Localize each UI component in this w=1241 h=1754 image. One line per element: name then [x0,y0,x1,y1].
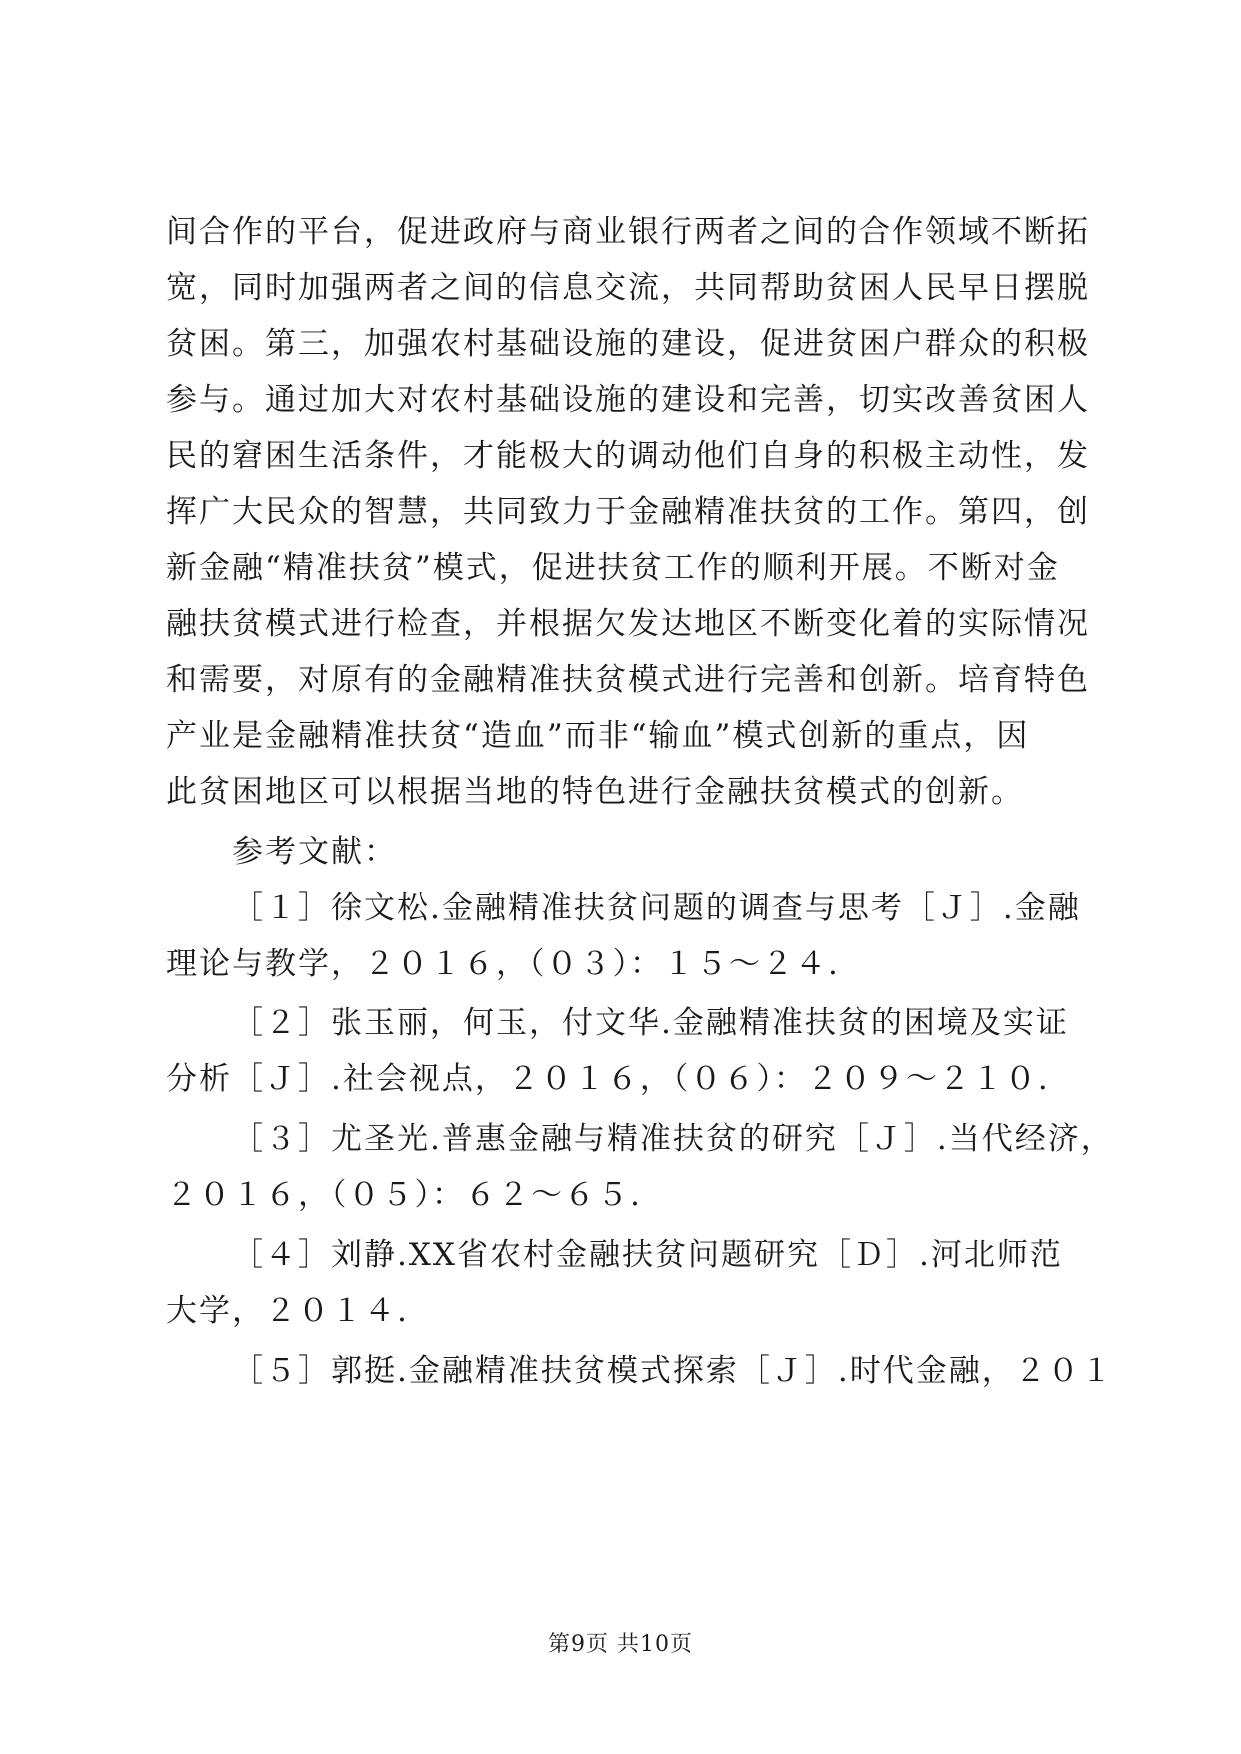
reference-2-line-2: 分析［Ｊ］.社会视点，２０１６，（０６）：２０９～２１０. [166,1061,1050,1097]
body-line: 产业是金融精准扶贫“造血”而非“输血”模式创新的重点，因 [166,718,1030,754]
reference-1-line-2: 理论与教学，２０１６，（０３）：１５～２４. [166,946,840,982]
body-line: 新金融“精准扶贫”模式，促进扶贫工作的顺利开展。不断对金 [166,550,1060,586]
page-footer: 第9页 共10页 [548,1632,693,1657]
body-line: 民的窘困生活条件，才能极大的调动他们自身的积极主动性，发 [166,438,1090,474]
body-line: 参与。通过加大对农村基础设施的建设和完善，切实改善贫困人 [166,382,1090,418]
reference-3-line-1: ［３］尤圣光.普惠金融与精准扶贫的研究［Ｊ］.当代经济， [232,1121,1114,1157]
body-line: 间合作的平台，促进政府与商业银行两者之间的合作领域不断拓 [166,214,1090,250]
body-line: 贫困。第三，加强农村基础设施的建设，促进贫困户群众的积极 [166,326,1090,362]
references-heading: 参考文献： [232,834,397,870]
body-line: 挥广大民众的智慧，共同致力于金融精准扶贫的工作。第四，创 [166,494,1090,530]
reference-4-line-2: 大学，２０１４. [166,1293,409,1329]
body-line: 宽，同时加强两者之间的信息交流，共同帮助贫困人民早日摆脱 [166,270,1090,306]
reference-2-line-1: ［２］张玉丽，何玉，付文华.金融精准扶贫的困境及实证 [232,1005,1069,1041]
body-line: 和需要，对原有的金融精准扶贫模式进行完善和创新。培育特色 [166,662,1090,698]
reference-3-line-2: ２０１６，（０５）：６２～６５. [166,1177,642,1213]
body-line: 此贫困地区可以根据当地的特色进行金融扶贫模式的创新。 [166,774,1024,810]
reference-5-line-1: ［５］郭挺.金融精准扶贫模式探索［Ｊ］.时代金融，２０１ [232,1353,1114,1389]
reference-4-line-1: ［４］刘静.XX省农村金融扶贫问题研究［Ｄ］.河北师范 [232,1237,1063,1273]
body-line: 融扶贫模式进行检查，并根据欠发达地区不断变化着的实际情况 [166,606,1090,642]
reference-1-line-1: ［１］徐文松.金融精准扶贫问题的调查与思考［Ｊ］.金融 [232,890,1081,926]
